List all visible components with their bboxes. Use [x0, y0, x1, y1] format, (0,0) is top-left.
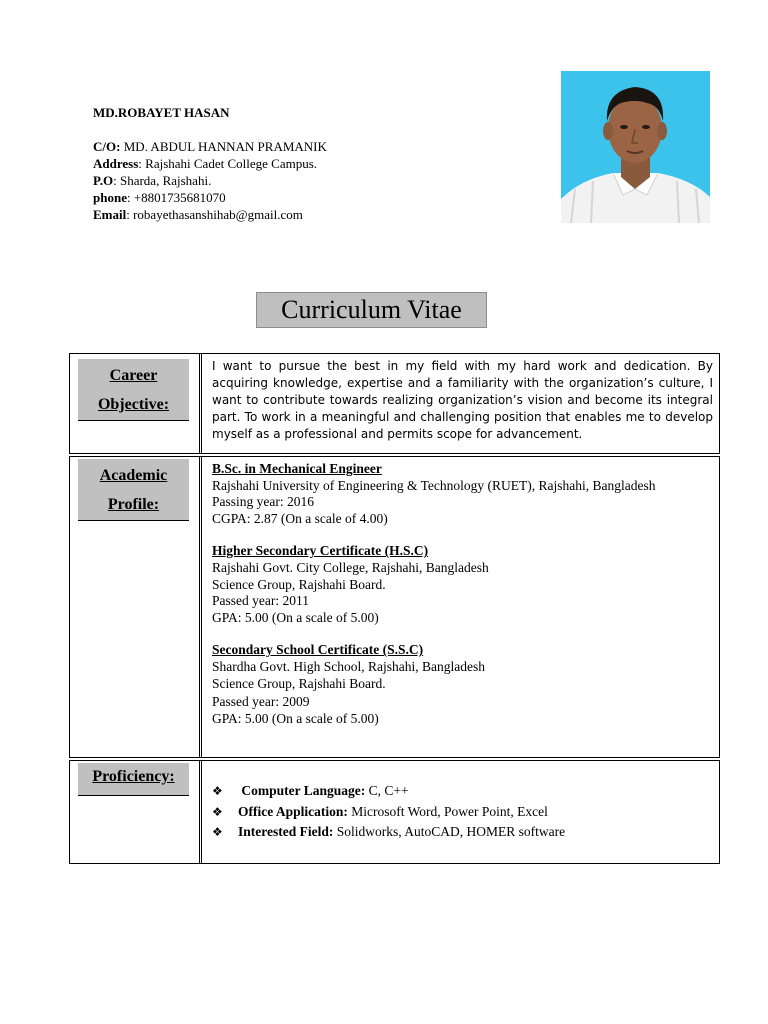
phone-label: phone: [93, 190, 127, 205]
item-value: Solidworks, AutoCAD, HOMER software: [333, 824, 566, 839]
academic-label-cell: [70, 457, 200, 757]
hsc-institution: Rajshahi Govt. City College, Rajshahi, Bangladesh: [212, 559, 489, 575]
career-objective-label: [78, 359, 189, 421]
diamond-bullet-icon: ❖: [212, 825, 223, 839]
po-label: P.O: [93, 173, 114, 188]
co-label: C/O:: [93, 139, 121, 154]
email-value: : robayethasanshihab@gmail.com: [126, 207, 303, 222]
list-item: [212, 822, 565, 843]
career-objective-section: [69, 353, 720, 454]
profile-photo: [561, 71, 710, 223]
item-label: Computer Language:: [238, 783, 366, 798]
email-line: [93, 206, 327, 223]
career-content-cell: [201, 354, 719, 453]
address-line: [93, 155, 327, 172]
hsc-year: Passed year: 2011: [212, 593, 309, 609]
hsc-result: GPA: 5.00 (On a scale of 5.00): [212, 609, 379, 625]
item-label: Interested Field:: [238, 824, 334, 839]
diamond-bullet-icon: ❖: [212, 804, 223, 819]
co-line: [93, 138, 327, 155]
career-label-line2: Objective:: [97, 396, 170, 413]
list-item: [212, 781, 565, 802]
career-label-cell: [70, 354, 200, 453]
po-value: : Sharda, Rajshahi.: [113, 173, 212, 188]
proficiency-list: [212, 781, 565, 843]
proficiency-label: Proficiency:: [78, 763, 189, 796]
address-label: Address: [93, 156, 139, 171]
ssc-year: Passed year: 2009: [212, 694, 310, 710]
bsc-degree: B.Sc. in Mechanical Engineer: [212, 461, 382, 476]
ssc-result: GPA: 5.00 (On a scale of 5.00): [212, 710, 379, 726]
phone-line: [93, 189, 327, 206]
item-label: Office Application:: [238, 803, 348, 819]
contact-block: [93, 104, 327, 223]
academic-content-cell: [201, 457, 719, 757]
proficiency-content-cell: [201, 761, 719, 863]
proficiency-section: [69, 760, 720, 864]
list-item: [212, 802, 565, 823]
bsc-year: Passing year: 2016: [212, 494, 314, 510]
hsc-group: Science Group, Rajshahi Board.: [212, 576, 386, 592]
co-value: MD. ABDUL HANNAN PRAMANIK: [120, 139, 327, 154]
person-portrait-icon: [561, 71, 710, 223]
bsc-institution: Rajshahi University of Engineering & Technology (RUET), Rajshahi, Bangladesh: [212, 477, 656, 493]
phone-value: : +8801735681070: [126, 190, 226, 205]
item-value: C, C++: [365, 783, 409, 798]
career-label-line1: Career: [109, 367, 158, 384]
item-value: Microsoft Word, Power Point, Excel: [347, 803, 548, 819]
po-line: [93, 172, 327, 189]
academic-label-line2: Profile:: [107, 496, 160, 513]
hsc-degree: Higher Secondary Certificate (H.S.C): [212, 543, 429, 559]
academic-details: [212, 461, 655, 727]
career-objective-text: I want to pursue the best in my field with my hard work and dedication. By acquiring knowledge, expertise and a familiarity with the organization’s culture, I want to contribute towards realizing organization’s vision and become its integral part. To work in a meaningful and challenging position that enables me to develop myself as a professional and permits scope for advancement.: [212, 359, 713, 441]
address-value: : Rajshahi Cadet College Campus.: [138, 156, 318, 171]
ssc-degree: Secondary School Certificate (S.S.C): [212, 642, 424, 658]
ssc-institution: Shardha Govt. High School, Rajshahi, Bangladesh: [212, 658, 485, 674]
academic-profile-label: [78, 459, 189, 521]
diamond-bullet-icon: ❖: [212, 784, 223, 798]
proficiency-label-cell: [70, 761, 200, 863]
bsc-result: CGPA: 2.87 (On a scale of 4.00): [212, 510, 388, 526]
applicant-name: MD.ROBAYET HASAN: [93, 105, 230, 120]
academic-profile-section: [69, 456, 720, 758]
academic-label-line1: Academic: [99, 467, 168, 484]
ssc-group: Science Group, Rajshahi Board.: [212, 675, 386, 691]
email-label: Email: [93, 207, 127, 222]
document-title: Curriculum Vitae: [256, 292, 487, 328]
